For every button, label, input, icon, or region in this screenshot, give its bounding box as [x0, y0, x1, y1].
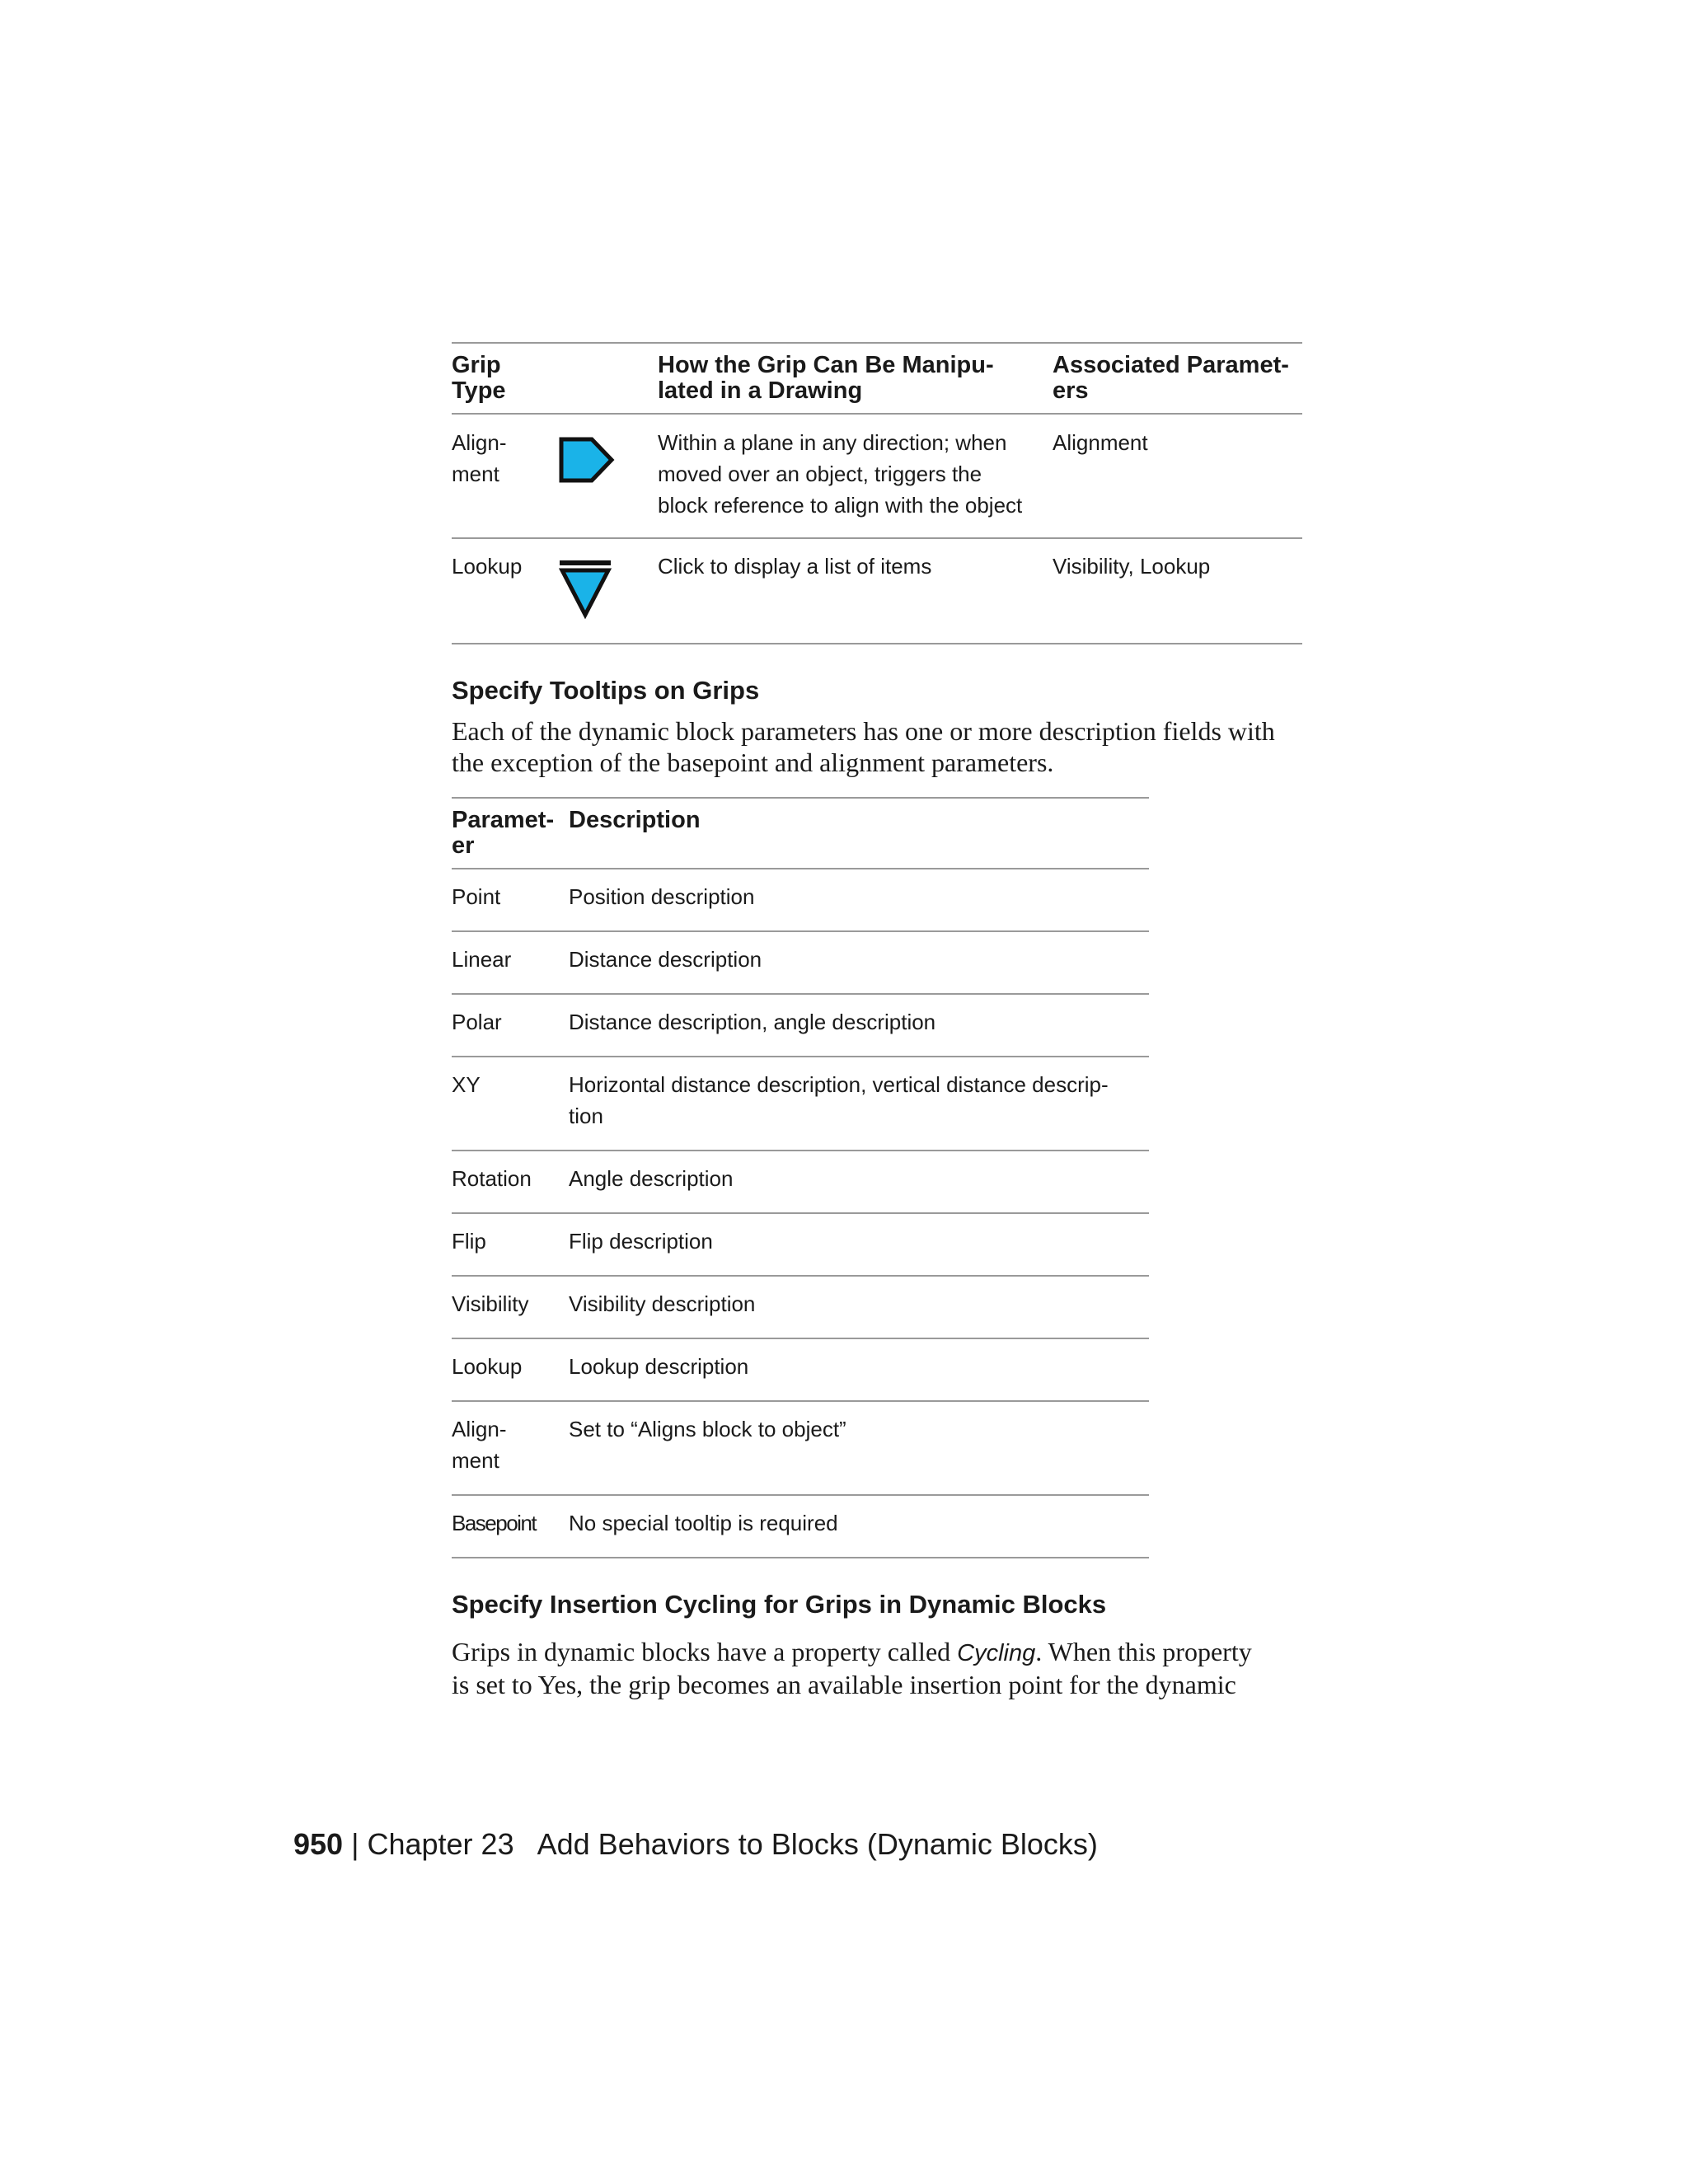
footer-separator: |	[351, 1827, 359, 1861]
param-cell: Lookup	[452, 1354, 523, 1379]
param-cell: XY	[452, 1072, 481, 1097]
table-rule	[452, 1212, 1149, 1214]
table-rule	[452, 1056, 1149, 1057]
description-cell: Visibility description	[569, 1291, 756, 1316]
header-description: Description	[569, 807, 701, 833]
table-rule	[452, 993, 1149, 995]
table-rule	[452, 643, 1302, 644]
footer-title: Add Behaviors to Blocks (Dynamic Blocks)	[537, 1827, 1098, 1861]
param-cell: Flip	[452, 1229, 486, 1254]
table-row	[452, 427, 1302, 526]
description-cell: Position description	[569, 884, 755, 909]
description-cell: Distance description	[569, 947, 762, 972]
table-rule	[452, 797, 1149, 799]
section-heading: Specify Tooltips on Grips	[452, 676, 760, 705]
description-cell: Horizontal distance description, vertical distance descrip- tion	[569, 1072, 1109, 1128]
description-cell: Lookup description	[569, 1354, 749, 1379]
table-row	[452, 551, 1302, 633]
grip-type-cell: Lookup	[452, 554, 523, 579]
manipulation-cell: Click to display a list of items	[658, 554, 932, 579]
table-rule	[452, 868, 1149, 869]
manipulation-cell: Within a plane in any direction; when moved over an object, triggers the block reference to align with the object	[658, 430, 1023, 518]
table-rule	[452, 1494, 1149, 1496]
page-number: 950	[293, 1827, 344, 1861]
section-body: Each of the dynamic block parameters has one or more description fields with the exception of the basepoint and alignment parameters.	[452, 716, 1275, 777]
table-rule	[452, 342, 1302, 344]
table-rule	[452, 1338, 1149, 1339]
description-cell: No special tooltip is required	[569, 1511, 838, 1535]
table-rule	[452, 1275, 1149, 1277]
table-rule	[452, 1150, 1149, 1151]
param-cell: Linear	[452, 947, 512, 972]
param-cell: Basepoint	[452, 1511, 537, 1535]
alignment-grip-icon	[559, 437, 617, 493]
table-rule	[452, 413, 1302, 415]
header-manipulation: How the Grip Can Be Manipu- lated in a Drawing	[658, 352, 994, 404]
description-cell: Angle description	[569, 1166, 734, 1191]
parameters-cell: Alignment	[1053, 430, 1148, 455]
param-cell: Polar	[452, 1010, 502, 1034]
table-rule	[452, 537, 1302, 539]
section-heading: Specify Insertion Cycling for Grips in Dynamic Blocks	[452, 1590, 1107, 1619]
section-body: Grips in dynamic blocks have a property called Cycling. When this property is set to Yes, the grip becomes an available insertion point for the dynamic	[452, 1637, 1252, 1699]
emphasis-term: Cycling	[957, 1640, 1036, 1666]
table-rule	[452, 1400, 1149, 1402]
parameters-cell: Visibility, Lookup	[1053, 554, 1211, 579]
page-footer	[293, 1826, 1098, 1863]
param-cell: Point	[452, 884, 501, 909]
header-parameters: Associated Paramet- ers	[1053, 352, 1289, 404]
description-cell: Set to “Aligns block to object”	[569, 1417, 846, 1441]
param-cell: Rotation	[452, 1166, 532, 1191]
grip-type-cell: Align- ment	[452, 430, 507, 486]
footer-chapter: Chapter 23	[367, 1827, 514, 1861]
table-rule	[452, 1557, 1149, 1558]
param-cell: Visibility	[452, 1291, 529, 1316]
param-cell: Align- ment	[452, 1417, 507, 1473]
header-parameter: Paramet- er	[452, 807, 555, 859]
lookup-grip-icon	[557, 559, 615, 628]
table-rule	[452, 930, 1149, 932]
description-cell: Flip description	[569, 1229, 713, 1254]
header-grip-type: Grip Type	[452, 352, 506, 404]
description-cell: Distance description, angle description	[569, 1010, 936, 1034]
